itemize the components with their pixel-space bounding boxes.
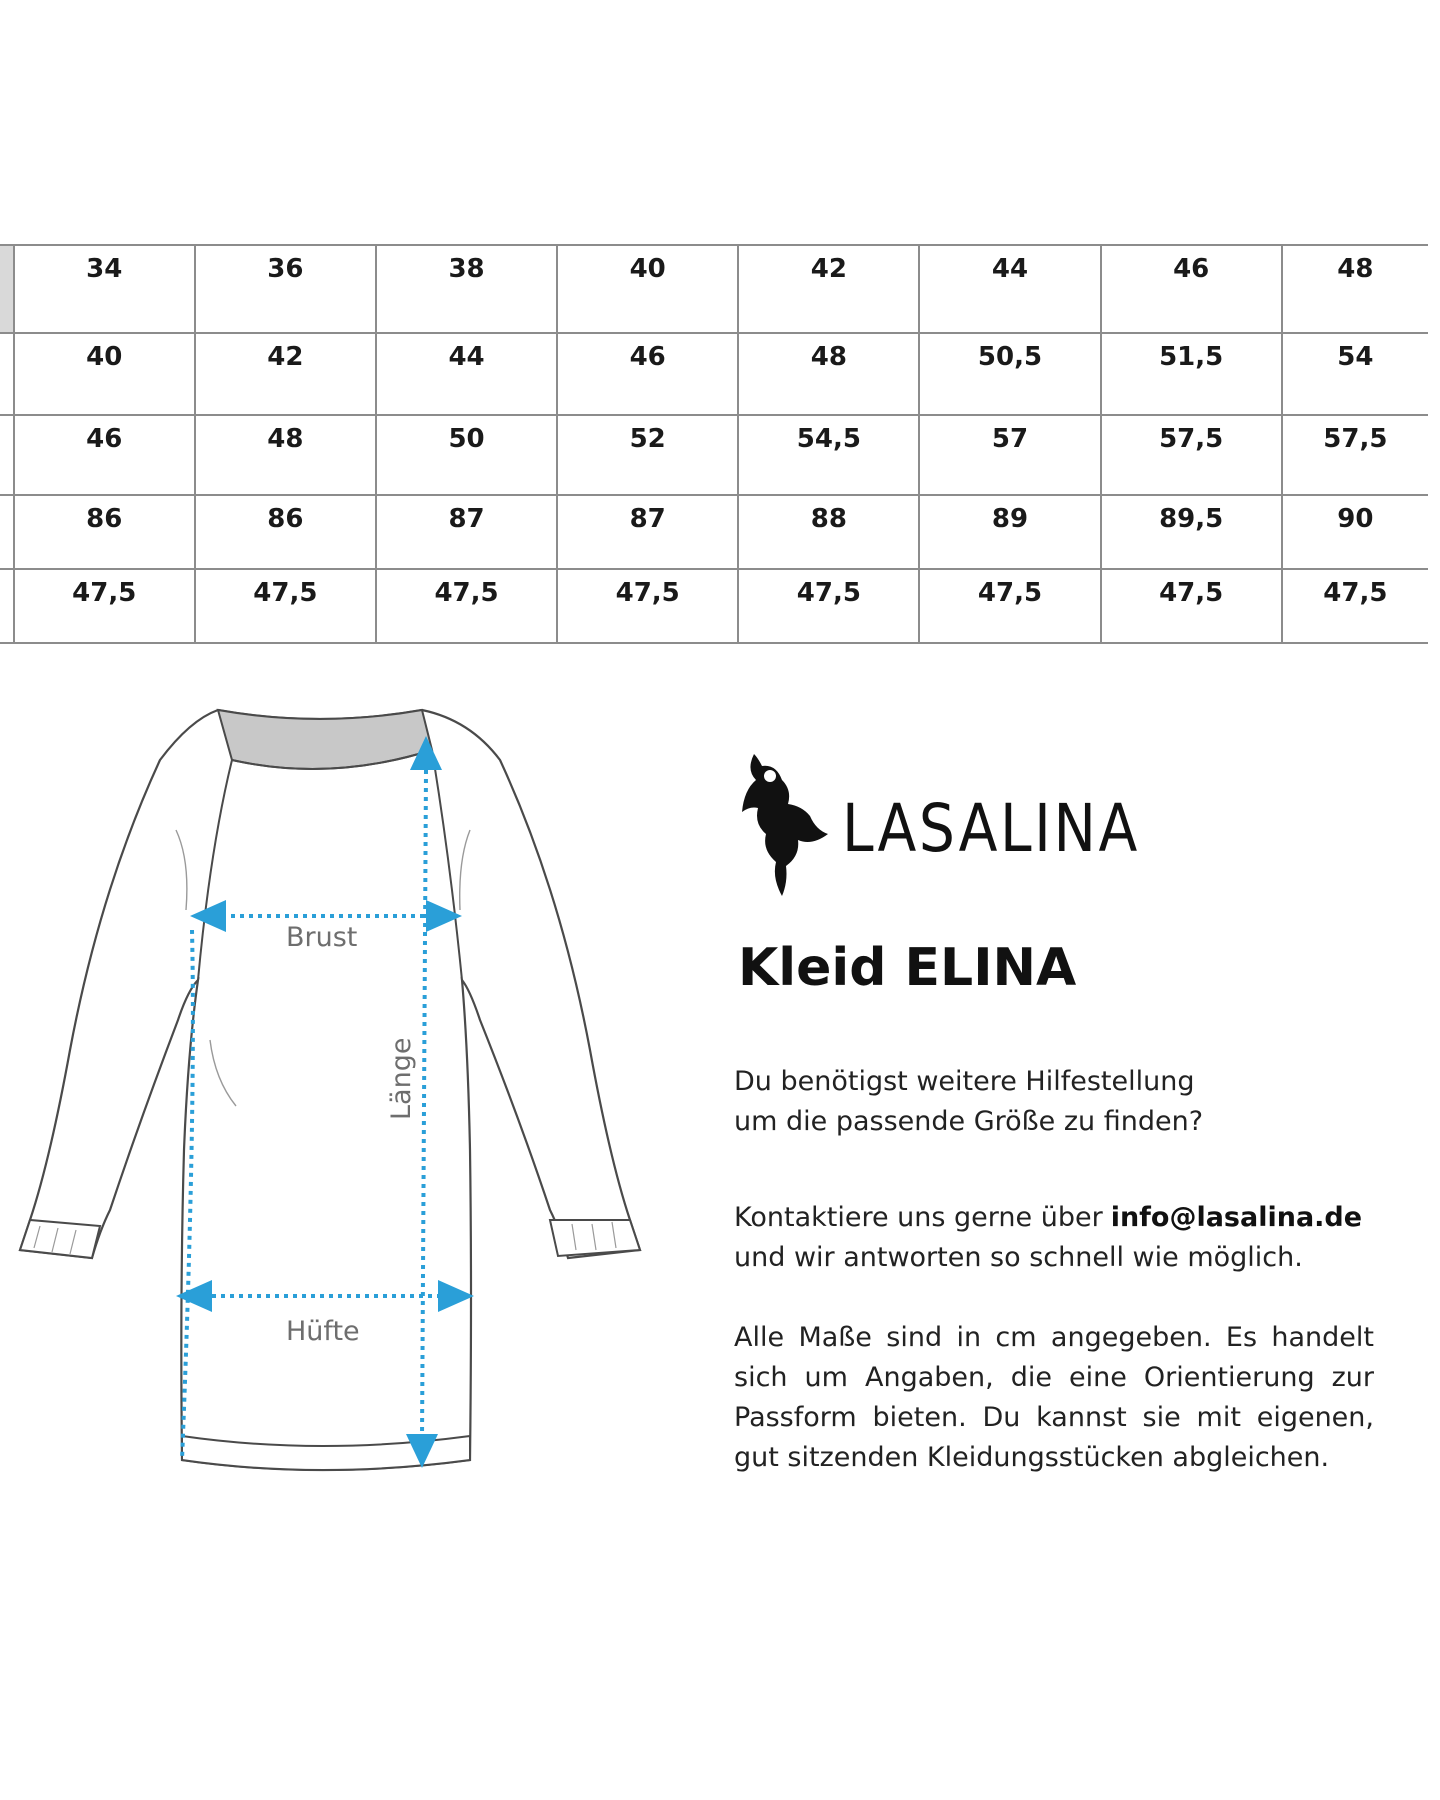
contact-suffix: und wir antworten so schnell wie möglich. <box>734 1242 1303 1273</box>
dress-outline <box>20 710 640 1470</box>
table-cell: 47,5 <box>738 569 919 643</box>
table-cell: 54,5 <box>738 415 919 495</box>
table-cell: 86 <box>195 495 376 569</box>
measurement-note: Alle Maße sind in cm angegeben. Es handelt sich um Angaben, die eine Orientierung zur Passform bieten. Du kannst sie mit eigenen, gut sitzenden Kleidungsstücken abgleichen. <box>734 1322 1374 1473</box>
table-row <box>0 569 1428 643</box>
left-cuff <box>20 1220 100 1258</box>
table-cell: 57 <box>919 415 1100 495</box>
right-cuff <box>550 1220 640 1256</box>
table-cell: 36 <box>195 245 376 333</box>
contact-text <box>734 1198 1374 1278</box>
table-cell: 46 <box>1101 245 1282 333</box>
table-cell: 38 <box>376 245 557 333</box>
table-cell: 46 <box>14 415 195 495</box>
table-cell: 47,5 <box>1282 569 1428 643</box>
table-cell: 48 <box>1282 245 1428 333</box>
table-cell: 44 <box>919 245 1100 333</box>
table-cell: 90 <box>1282 495 1428 569</box>
table-cell: 47,5 <box>919 569 1100 643</box>
row-header-cell <box>0 569 14 643</box>
table-cell: 89,5 <box>1101 495 1282 569</box>
table-row <box>0 415 1428 495</box>
table-cell: 40 <box>14 333 195 415</box>
table-cell: 47,5 <box>557 569 738 643</box>
table-cell: 47,5 <box>14 569 195 643</box>
table-cell: 52 <box>557 415 738 495</box>
table-cell: 48 <box>195 415 376 495</box>
product-title: Kleid ELINA <box>738 938 1077 998</box>
row-header-cell <box>0 415 14 495</box>
table-cell: 50,5 <box>919 333 1100 415</box>
table-cell: 47,5 <box>195 569 376 643</box>
table-cell: 54 <box>1282 333 1428 415</box>
size-table <box>0 244 1428 644</box>
table-row <box>0 333 1428 415</box>
table-cell: 47,5 <box>376 569 557 643</box>
table-cell: 57,5 <box>1101 415 1282 495</box>
table-cell: 87 <box>376 495 557 569</box>
table-cell: 46 <box>557 333 738 415</box>
row-header-cell <box>0 495 14 569</box>
table-cell: 48 <box>738 333 919 415</box>
table-cell: 50 <box>376 415 557 495</box>
table-cell: 89 <box>919 495 1100 569</box>
table-cell: 86 <box>14 495 195 569</box>
table-cell: 87 <box>557 495 738 569</box>
contact-email-link[interactable]: info@lasalina.de <box>1110 1202 1363 1233</box>
row-header-cell <box>0 245 14 333</box>
help-text <box>734 1062 1374 1142</box>
table-cell: 40 <box>557 245 738 333</box>
table-cell: 42 <box>738 245 919 333</box>
table-cell: 51,5 <box>1101 333 1282 415</box>
table-row <box>0 245 1428 333</box>
table-cell: 42 <box>195 333 376 415</box>
table-cell: 34 <box>14 245 195 333</box>
table-cell: 44 <box>376 333 557 415</box>
table-cell: 47,5 <box>1101 569 1282 643</box>
dress-measurement-diagram <box>0 690 660 1510</box>
brand-name: LASALINA <box>842 790 1140 867</box>
label-length: Länge <box>386 1037 417 1120</box>
help-line-2: um die passende Größe zu finden? <box>734 1106 1204 1137</box>
label-chest: Brust <box>286 922 358 953</box>
mermaid-silhouette-icon <box>736 750 836 898</box>
table-cell: 88 <box>738 495 919 569</box>
contact-prefix: Kontaktiere uns gerne über <box>734 1202 1103 1233</box>
table-cell: 57,5 <box>1282 415 1428 495</box>
table-row <box>0 495 1428 569</box>
help-line-1: Du benötigst weitere Hilfestellung <box>734 1066 1195 1097</box>
row-header-cell <box>0 333 14 415</box>
label-hip: Hüfte <box>286 1316 360 1347</box>
